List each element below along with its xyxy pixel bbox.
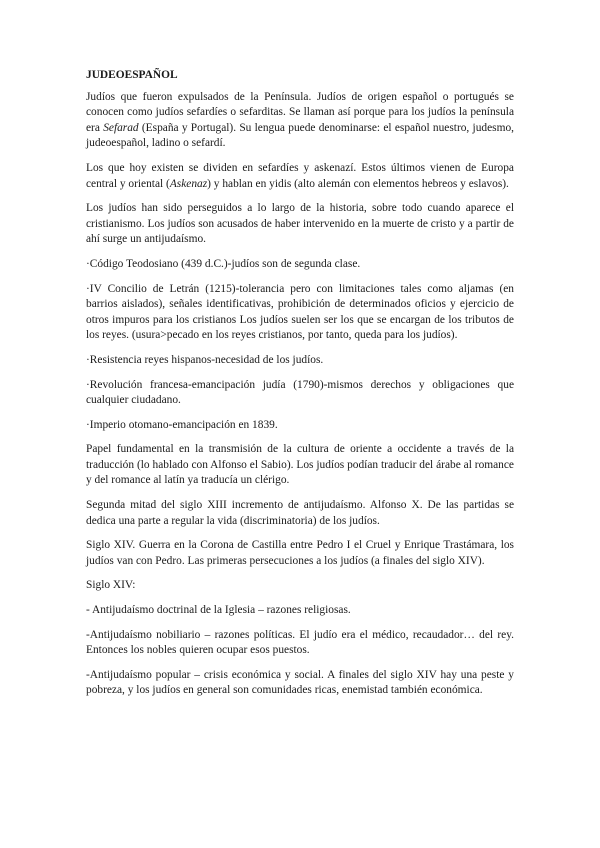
paragraph: [86, 538, 514, 569]
paragraph: [86, 90, 514, 152]
paragraph: [86, 442, 514, 489]
paragraph-text: Los judíos han sido perseguidos a lo largo de la historia, sobre todo cuando aparece el cristianismo. Los judíos son acusados de haber intervenido en la muerte de cristo y a partir de ahí surge un antijudaísmo.: [86, 202, 514, 246]
document-title: JUDEOESPAÑOL: [86, 69, 178, 81]
paragraph-text: ·Imperio otomano-emancipación en 1839.: [86, 418, 278, 431]
paragraph-text: (España y Portugal). Su lengua puede denominarse: el español nuestro, judesmo, judeoespañol, ladino o sefardí.: [86, 121, 514, 150]
paragraph: [86, 353, 514, 369]
paragraph: [86, 161, 514, 192]
paragraph-text: ·Código Teodosiano (439 d.C.)-judíos son de segunda clase.: [86, 257, 361, 270]
italic-term: Sefarad: [103, 121, 139, 134]
paragraph-text: -Antijudaísmo popular – crisis económica y social. A finales del siglo XIV hay una peste y pobreza, y los judíos en general son comunidades ricas, enemistad también económica.: [86, 668, 514, 697]
paragraph-text: ·Resistencia reyes hispanos-necesidad de los judíos.: [86, 353, 324, 366]
paragraph-text: Judíos que fueron expulsados de la Península. Judíos de origen español o portugués se conocen como judíos sefardíes o sefarditas. Se llaman así porque para los judíos la península era: [86, 90, 514, 134]
paragraph: [86, 257, 514, 273]
paragraph: [86, 418, 514, 434]
paragraph: [86, 282, 514, 344]
paragraph: [86, 628, 514, 659]
paragraph-text: Siglo XIV. Guerra en la Corona de Castilla entre Pedro I el Cruel y Enrique Trastámara, los judíos van con Pedro. Las primeras persecuciones a los judíos (a finales del siglo XIV).: [86, 539, 514, 567]
paragraph: [86, 603, 514, 619]
paragraph: [86, 498, 514, 529]
paragraph-text: Papel fundamental en la transmisión de la cultura de oriente a occidente a través de la traducción (lo hablado con Alfonso el Sabio). Los judíos podían traducir del árabe al romance y del romance al latín ya traducía un clérigo.: [86, 443, 514, 487]
paragraph: [86, 201, 514, 248]
document-body: [86, 90, 514, 699]
paragraph-text: ·IV Concilio de Letrán (1215)-tolerancia pero con limitaciones tales como aljamas (en barrios aislados), señales identificativas, prohibición de determinados oficios y ejercicio de otros impuros para los cristianos Los judíos suelen ser los que se encargan de los tributos de los reyes. (usura>pecado en los reyes cristianos, por tanto, queda para los judíos).: [86, 282, 514, 342]
italic-term: Askenaz: [169, 177, 208, 190]
paragraph-text: ·Revolución francesa-emancipación judía (1790)-mismos derechos y obligaciones que cualquier ciudadano.: [86, 378, 514, 407]
paragraph-text: Los que hoy existen se dividen en sefardíes y askenazí. Estos últimos vienen de Europa central y oriental (: [86, 161, 514, 190]
paragraph-text: - Antijudaísmo doctrinal de la Iglesia – razones religiosas.: [86, 604, 351, 617]
paragraph-text: ) y hablan en yidis (alto alemán con elementos hebreos y eslavos).: [207, 177, 509, 190]
paragraph-text: -Antijudaísmo nobiliario – razones políticas. El judío era el médico, recaudador… del rey. Entonces los nobles quieren ocupar esos puestos.: [86, 628, 514, 657]
paragraph-text: Segunda mitad del siglo XIII incremento de antijudaísmo. Alfonso X. De las partidas se dedica una parte a regular la vida (discriminatoria) de los judíos.: [86, 499, 514, 527]
paragraph: [86, 578, 514, 594]
paragraph: [86, 668, 514, 699]
paragraph: [86, 378, 514, 409]
paragraph-text: Siglo XIV:: [86, 579, 136, 592]
document-page: [86, 68, 514, 708]
